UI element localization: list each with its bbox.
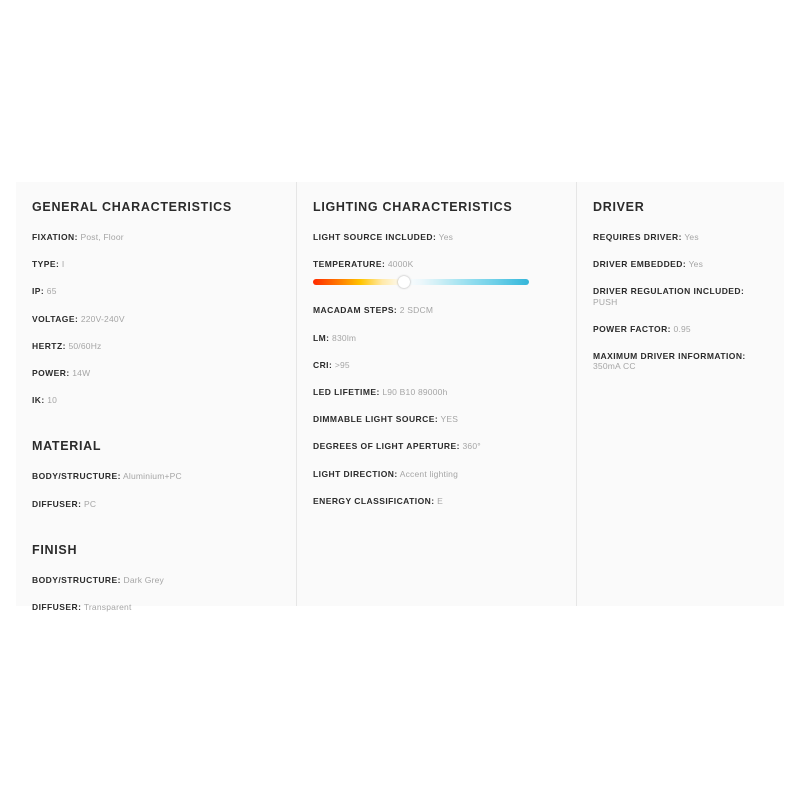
spec-label: DIFFUSER: [32, 498, 82, 509]
lighting-characteristics-title: LIGHTING CHARACTERISTICS [313, 200, 513, 214]
spec-label: MACADAM STEPS: [313, 305, 398, 316]
spec-label: VOLTAGE: [32, 313, 79, 324]
spec-row [32, 368, 280, 378]
spec-value: 10 [47, 395, 58, 406]
spec-label: TYPE: [32, 259, 60, 270]
spec-row [593, 259, 768, 269]
spec-value: 2 SDCM [399, 305, 434, 316]
spec-label: FIXATION: [32, 232, 78, 242]
spec-label: HERTZ: [32, 340, 66, 351]
spec-row [313, 469, 560, 479]
spec-label: BODY/STRUCTURE: [32, 471, 121, 482]
spec-label: IK: [32, 395, 45, 406]
driver-title: DRIVER [593, 200, 645, 214]
general-characteristics-title: GENERAL CHARACTERISTICS [32, 200, 232, 214]
spec-value: 830lm [332, 332, 357, 343]
spec-row [32, 471, 280, 481]
spec-row [32, 499, 280, 509]
spec-value: Yes [438, 232, 454, 242]
spec-value: 360° [462, 441, 481, 452]
temperature-slider-handle[interactable] [398, 276, 410, 288]
spec-value: Yes [688, 259, 704, 270]
spec-value: >95 [334, 359, 350, 370]
spec-value: I [61, 259, 65, 270]
spec-row [32, 395, 280, 405]
spec-row [593, 324, 768, 334]
spec-label: POWER FACTOR: [593, 323, 671, 334]
spec-label: LIGHT DIRECTION: [313, 468, 398, 479]
spec-label: LM: [313, 332, 330, 343]
spec-row [593, 286, 768, 306]
spec-label: LED LIFETIME: [313, 386, 380, 397]
spec-row [313, 441, 560, 451]
spec-label: REQUIRES DRIVER: [593, 232, 682, 242]
spec-label: DIMMABLE LIGHT SOURCE: [313, 414, 439, 425]
spec-value: E [437, 495, 443, 506]
spec-row [593, 351, 768, 371]
spec-row [313, 414, 560, 424]
spec-label: POWER: [32, 367, 70, 378]
finish-title: FINISH [32, 542, 78, 557]
spec-label: BODY/STRUCTURE: [32, 574, 121, 585]
spec-value: PUSH [593, 296, 618, 307]
spec-value: Yes [684, 232, 699, 242]
spec-label: TEMPERATURE: [313, 259, 386, 270]
spec-value: 65 [46, 286, 57, 297]
spec-row [313, 259, 560, 269]
spec-value: 220V-240V [80, 313, 125, 324]
spec-value: PC [83, 498, 97, 509]
material-title: MATERIAL [32, 439, 102, 454]
spec-row [313, 360, 560, 370]
general-characteristics-column [16, 182, 296, 612]
spec-label: MAXIMUM DRIVER INFORMATION: [593, 350, 746, 361]
spec-label: DRIVER EMBEDDED: [593, 259, 687, 270]
spec-row [32, 314, 280, 324]
spec-value: 50/60Hz [68, 340, 102, 351]
spec-row [593, 232, 768, 242]
spec-value: Post, Floor [80, 232, 124, 242]
spec-row [32, 286, 280, 296]
spec-label: CRI: [313, 359, 333, 370]
temperature-gradient-scale-icon [313, 279, 529, 285]
spec-row [313, 387, 560, 397]
spec-row [32, 602, 280, 612]
spec-label: LIGHT SOURCE INCLUDED: [313, 232, 437, 242]
spec-row [32, 232, 280, 242]
specifications-panel [16, 182, 784, 612]
spec-label: DEGREES OF LIGHT APERTURE: [313, 441, 460, 452]
spec-label: DIFFUSER: [32, 601, 82, 612]
spec-row [313, 232, 560, 242]
driver-column [576, 182, 784, 606]
spec-row [32, 341, 280, 351]
temperature-slider[interactable] [313, 277, 529, 287]
spec-value: 14W [72, 367, 91, 378]
spec-row [313, 496, 560, 506]
spec-label: ENERGY CLASSIFICATION: [313, 495, 435, 506]
spec-value: Aluminium+PC [123, 471, 182, 482]
spec-value: 0.95 [673, 323, 691, 334]
spec-row [32, 259, 280, 269]
spec-row [313, 305, 560, 315]
spec-row [32, 575, 280, 585]
spec-value: 350mA CC [593, 361, 636, 372]
spec-value: L90 B10 89000h [382, 386, 448, 397]
lighting-characteristics-column [296, 182, 576, 606]
spec-value: 4000K [387, 259, 414, 270]
spec-value: Dark Grey [123, 574, 165, 585]
spec-value: Accent lighting [399, 468, 459, 479]
spec-row [313, 333, 560, 343]
spec-label: DRIVER REGULATION INCLUDED: [593, 286, 745, 297]
spec-value: Transparent [83, 601, 132, 612]
spec-value: YES [440, 414, 459, 425]
spec-label: IP: [32, 286, 45, 297]
